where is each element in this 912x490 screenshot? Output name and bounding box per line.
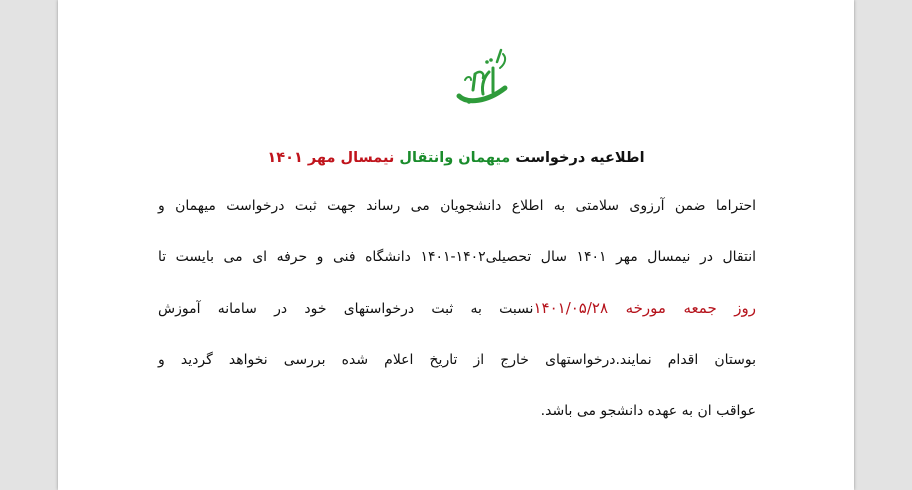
deadline-date: روز جمعه مورخه ۱۴۰۱/۰۵/۲۸ xyxy=(533,299,756,318)
announcement-title xyxy=(58,150,854,166)
announcement-body xyxy=(158,194,756,450)
body-line-4: بوستان اقدام نمایند.درخواستهای خارج از تاریخ اعلام شده بررسی نخواهد گردید و xyxy=(158,351,756,368)
body-line-5: عواقب ان به عهده دانشجو می باشد. xyxy=(540,402,756,419)
body-line-1: احتراما ضمن آرزوی سلامتی به اطلاع دانشجویان می رساند جهت ثبت درخواست میهمان و xyxy=(158,198,756,214)
body-line-3 xyxy=(158,296,756,347)
title-guest-transfer: میهمان وانتقال xyxy=(399,150,511,166)
institution-logo xyxy=(453,38,511,110)
title-prefix: اطلاعیه درخواست xyxy=(510,150,645,166)
document-page xyxy=(58,0,854,490)
body-line-2: انتقال در نیمسال مهر ۱۴۰۱ سال تحصیلی۱۴۰۲-۱۴۰۱ دانشگاه فنی و حرفه ای می بایست تا xyxy=(158,249,757,266)
body-line-3-rest: نسبت به ثبت درخواستهای خود در سامانه آموزش xyxy=(158,301,534,318)
title-semester: نیمسال مهر ۱۴۰۱ xyxy=(267,150,400,166)
